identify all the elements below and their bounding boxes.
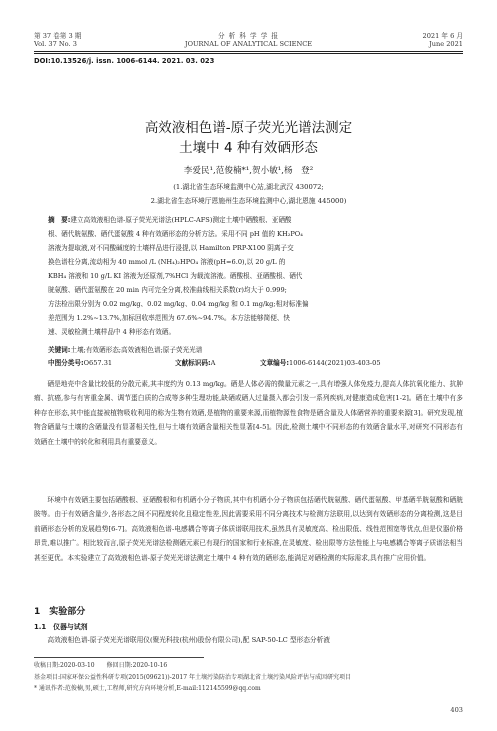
footnote-funding: 基金项目:国家环保公益性科研专项(2015(09621))-2017 年土壤污染防治专项湖北省土壤污染风险评估与成因研究项目 [34,673,351,681]
abstract-line: 根、硒代胱氨酸、硒代蛋氨酸 4 种有效硒形态的分析方法。采用不同 pH 值的 KH₂PO₄ [48,230,303,238]
header-date-en: June 2021 [429,40,463,48]
header-date-cn: 2021 年 6 月 [422,32,463,40]
classification-doc: 文献标识码:A [175,359,216,367]
header-volume-cn: 第 37 卷第 3 期 [34,32,82,40]
abstract-label: 摘 要: [48,216,71,224]
title-line-2: 土壤中 4 种有效硒形态 [179,140,318,156]
header-rule [34,51,463,52]
abstract-line: 差范围为 1.2%~13.7%,加标回收率范围为 67.6%~94.7%。本方法能够简便、快 [48,314,290,322]
authors: 李爱民¹,范俊楠*¹,贺小敏¹,杨 登² [183,166,314,176]
section-heading-experimental: 1 实验部分 [34,607,86,617]
abstract-line: 溶液为提取液,对不同酸碱度的土壤样品进行浸提,以 Hamilton PRP-X100 阴离子交 [48,244,294,252]
abstract-line: 速、灵敏检测土壤样品中 4 种形态有效硒。 [48,328,176,336]
page-number: 403 [450,706,463,714]
affiliation-2: 2.湖北省生态环境厅恩施州生态环境监测中心,湖北恩施 445000) [150,197,347,205]
header-journal-en: JOURNAL OF ANALYTICAL SCIENCE [184,40,313,48]
classification-clc: 中图分类号:O657.31 [48,359,113,367]
abstract-line: 胱氨酸、硒代蛋氨酸在 20 min 内可完全分离,校准曲线相关系数(r)均大于 0.999; [48,286,287,294]
footnote-corresponding: * 通讯作者:范俊楠,男,硕士,工程师,研究方向环境分析,E-mail:112145599@qq.com [34,685,261,692]
abstract-line: 方法检出限分别为 0.02 mg/kg、0.02 mg/kg、0.04 mg/kg 和 0.1 mg/kg;相对标准偏 [48,300,309,308]
abstract-line: 换色谱柱分离,流动相为 40 mmol /L (NH₄)₂HPO₄ 溶液(pH=6.0),以 20 g/L 的 [48,258,286,266]
abstract [48,213,451,339]
doi: DOI:10.13526/j. issn. 1006-6144. 2021. 03. 023 [34,57,215,65]
body-paragraph-2: 环境中有效硒主要包括硒酸根、亚硒酸根和有机硒小分子物质,其中有机硒小分子物质包括硒代胱氨酸、硒代蛋氨酸、甲基硒半胱氨酸和硒胱胺等。由于有效硒含量少,各形态之间不同程度转化且稳定性差,因此需要采用不同分离技术与检测方法联用,以达到有效硒形态的分离检测,这是目前硒形态分析的发展趋势[6-7]。高效液相色谱-电感耦合等离子体质谱联用技术,虽然具有灵敏度高、检出限低、线性范围宽等优点,但是仪器价格昂贵,难以推广。相比较而言,原子荧光光谱法检测硒元素已有现行的国家和行业标准,在灵敏度、检出限等方法性能上与电感耦合等离子质谱法相当甚至更优。本实验建立了高效液相色谱-原子荧光光谱法测定土壤中 4 种有效的硒形态,能满足对硒检测的实际需求,具有推广应用价值。 [34,496,463,562]
body-paragraph-3: 高效液相色谱-原子荧光光谱联用仪(聚光科技(杭州)股份有限公司),配 SAP-50-LC 型形态分析液 [47,636,330,644]
abstract-line: KBH₄ 溶液和 10 g/L KI 溶液为还原剂,7%HCl 为载流溶液。硒酸根、亚硒酸根、硒代 [48,272,303,280]
keywords: 关键词:土壤;有效硒形态;高效液相色谱;原子荧光光谱 [48,346,203,354]
footnote-received: 收稿日期:2020-03-10 修回日期:2020-10-16 [34,662,168,669]
header-volume-en: Vol. 37 No. 3 [34,40,77,48]
abstract-line: 摘 要:建立高效液相色谱-原子荧光光谱法(HPLC-AFS)测定土壤中硒酸根、亚硒酸 [48,216,292,224]
title-line-1: 高效液相色谱-原子荧光光谱法测定 [144,120,353,136]
header-journal-cn: 分 析 科 学 学 报 [217,32,280,40]
footnote-rule [34,657,204,658]
affiliation-1: (1.湖北省生态环境监测中心站,湖北武汉 430072; [173,183,324,191]
classification-article: 文章编号:1006-6144(2021)03-403-05 [260,359,381,367]
body-paragraph-1: 硒是地壳中含量比较低的分散元素,其丰度约为 0.13 mg/kg。硒是人体必需的微量元素之一,具有增强人体免疫力,提高人体抗氧化能力、抗肿瘤、抗癌,参与有害重金属、调节蛋白质的合成等多种生理功能,缺硒或硒人过量摄入都会引发一系列疾病,对健康造成危害[1-2]。硒在土壤中有多种存在形态,其中能直接被植物吸收利用的称为生物有效硒,是植物的重要来源,而植物源性食物是硒含量及人体硒营养的重要来源[3]。研究发现,植物含硒量与土壤的含硒量没有显著相关性,但与土壤有效硒含量相关性显著[4-5]。因此,检测土壤中不同形态的有效硒含量水平,对研究不同形态有效硒在土壤中的转化和利用具有重要意义。 [34,380,463,446]
footnotes [34,660,463,695]
subsection-heading-instruments: 1.1 仪器与试剂 [34,623,88,631]
header-rule-thin [34,53,463,54]
